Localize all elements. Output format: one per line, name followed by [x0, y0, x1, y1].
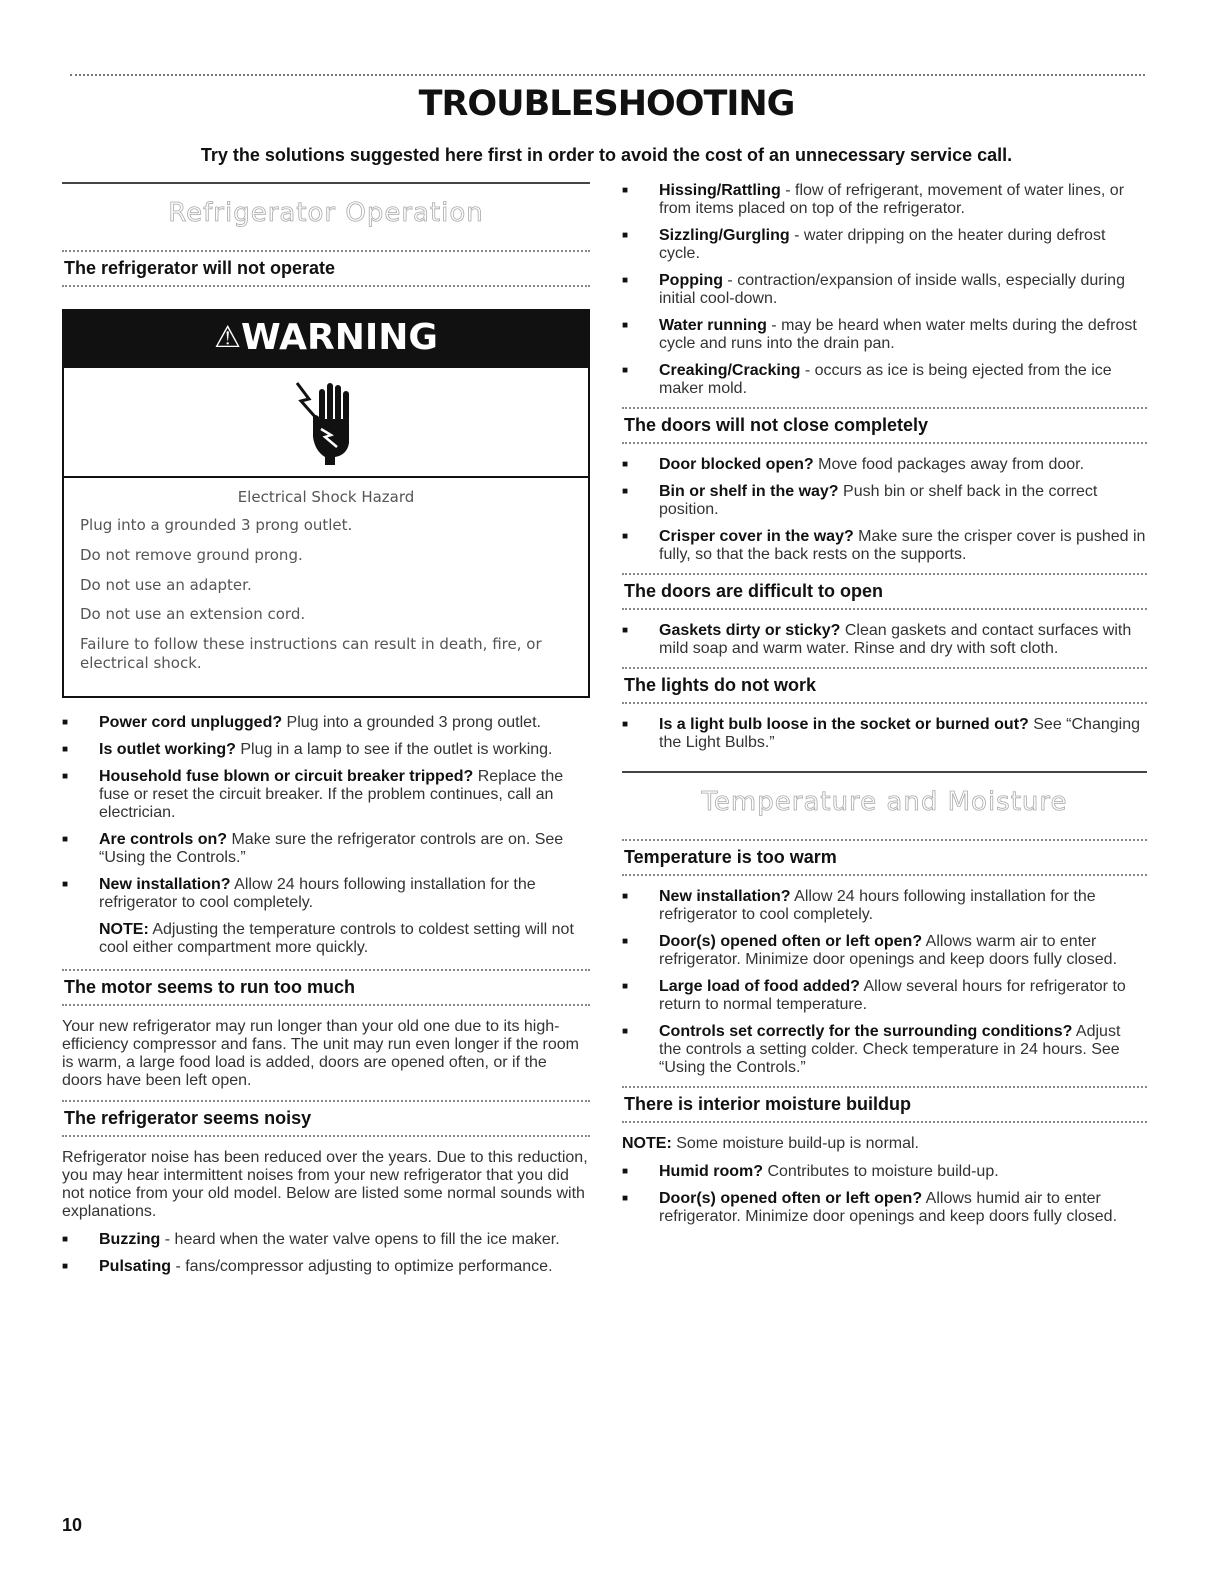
warning-header: ⚠WARNING [64, 311, 588, 368]
subsection-heading: Temperature is too warm [622, 839, 1147, 876]
paragraph: Refrigerator noise has been reduced over the years. Due to this reduction, you may hear intermittent noises from your new refrigerator that you did not notice from your old model. Below are listed some normal sounds with explanations. [62, 1148, 588, 1220]
section-heading [622, 771, 1147, 833]
warning-triangle-icon: ⚠ [214, 320, 242, 355]
subsection-heading: There is interior moisture buildup [622, 1086, 1147, 1123]
moisture-list [622, 1163, 1147, 1226]
electrical-shock-icon [64, 368, 588, 478]
doors-open-list [622, 622, 1147, 658]
list-item: ■ New installation? Allow 24 hours following installation for the refrigerator to cool completely. [622, 888, 1147, 924]
subsection-heading: The refrigerator seems noisy [62, 1100, 590, 1137]
list-item: ■ Is a light bulb loose in the socket or burned out? See “Changing the Light Bulbs.” [622, 716, 1147, 752]
warning-body [64, 478, 588, 696]
list-item: ■ Door(s) opened often or left open? Allows warm air to enter refrigerator. Minimize door openings and keep doors fully closed. [622, 933, 1147, 969]
noise-list [62, 1231, 590, 1276]
list-item: ■ Hissing/Rattling - flow of refrigerant, movement of water lines, or from items placed on top of the refrigerator. [622, 182, 1147, 218]
warning-line: Do not remove ground prong. [80, 545, 303, 564]
list-item: ■ Is outlet working? Plug in a lamp to see if the outlet is working. [62, 741, 590, 759]
left-column [62, 182, 590, 1285]
warning-line: Failure to follow these instructions can result in death, fire, or electrical shock. [80, 635, 542, 672]
not-operate-list [62, 714, 590, 912]
list-item: ■ Pulsating - fans/compressor adjusting to optimize performance. [62, 1258, 590, 1276]
subsection-heading: The doors are difficult to open [622, 573, 1147, 610]
subsection-heading: The lights do not work [622, 667, 1147, 704]
list-item: ■ Humid room? Contributes to moisture build-up. [622, 1163, 1147, 1181]
warning-hazard: Electrical Shock Hazard [237, 488, 415, 506]
list-item: ■ Buzzing - heard when the water valve opens to fill the ice maker. [62, 1231, 590, 1249]
section-title: Refrigerator Operation [168, 198, 484, 228]
list-item: ■ Water running - may be heard when water melts during the defrost cycle and runs into the drain pan. [622, 317, 1147, 353]
note: NOTE: Adjusting the temperature controls to coldest setting will not cool either compartment more quickly. [99, 920, 574, 956]
list-item: ■ Sizzling/Gurgling - water dripping on the heater during defrost cycle. [622, 227, 1147, 263]
list-item: ■ Creaking/Cracking - occurs as ice is being ejected from the ice maker mold. [622, 362, 1147, 398]
list-item: ■ Gaskets dirty or sticky? Clean gaskets and contact surfaces with mild soap and warm water. Rinse and dry with soft cloth. [622, 622, 1147, 658]
subsection-heading: The motor seems to run too much [62, 969, 590, 1006]
list-item: ■ Household fuse blown or circuit breaker tripped? Replace the fuse or reset the circuit breaker. If the problem continues, call an electrician. [62, 768, 590, 822]
list-item: ■ Door(s) opened often or left open? Allows humid air to enter refrigerator. Minimize door openings and keep doors fully closed. [622, 1190, 1147, 1226]
paragraph: Your new refrigerator may run longer than your old one due to its high-efficiency compressor and fans. The unit may run even longer if the room is warm, a large food load is added, doors are opened often, or if the doors have been left open. [62, 1017, 580, 1089]
subsection-heading: The refrigerator will not operate [62, 250, 590, 287]
top-rule [70, 74, 1145, 76]
warning-line: Do not use an adapter. [80, 575, 252, 594]
section-heading [62, 182, 590, 244]
lights-list [622, 716, 1147, 752]
list-item: ■ Door blocked open? Move food packages away from door. [622, 456, 1147, 474]
list-item: ■ Controls set correctly for the surrounding conditions? Adjust the controls a setting colder. Check temperature in 24 hours. See “Using the Controls.” [622, 1023, 1147, 1077]
list-item: ■ Are controls on? Make sure the refrigerator controls are on. See “Using the Controls.” [62, 831, 590, 867]
list-item: ■ Large load of food added? Allow several hours for refrigerator to return to normal temperature. [622, 978, 1147, 1014]
warm-list [622, 888, 1147, 1077]
doors-close-list [622, 456, 1147, 564]
section-title: Temperature and Moisture [701, 787, 1068, 817]
page-subtitle: Try the solutions suggested here first in order to avoid the cost of an unnecessary service call. [200, 145, 1013, 165]
warning-box [62, 309, 590, 698]
warning-line: Do not use an extension cord. [80, 605, 306, 624]
page-number: 10 [62, 1515, 83, 1535]
noise-list-continued [622, 182, 1147, 398]
list-item: ■ Bin or shelf in the way? Push bin or shelf back in the correct position. [622, 483, 1147, 519]
list-item: ■ Popping - contraction/expansion of inside walls, especially during initial cool-down. [622, 272, 1147, 308]
right-column [622, 182, 1147, 1235]
page-title: TROUBLESHOOTING [418, 84, 795, 124]
list-item: ■ Power cord unplugged? Plug into a grounded 3 prong outlet. [62, 714, 590, 732]
note: NOTE: Some moisture build-up is normal. [622, 1135, 919, 1152]
list-item: ■ Crisper cover in the way? Make sure the crisper cover is pushed in fully, so that the back rests on the supports. [622, 528, 1147, 564]
list-item: ■ New installation? Allow 24 hours following installation for the refrigerator to cool completely. [62, 876, 590, 912]
subsection-heading: The doors will not close completely [622, 407, 1147, 444]
warning-line: Plug into a grounded 3 prong outlet. [80, 516, 353, 534]
